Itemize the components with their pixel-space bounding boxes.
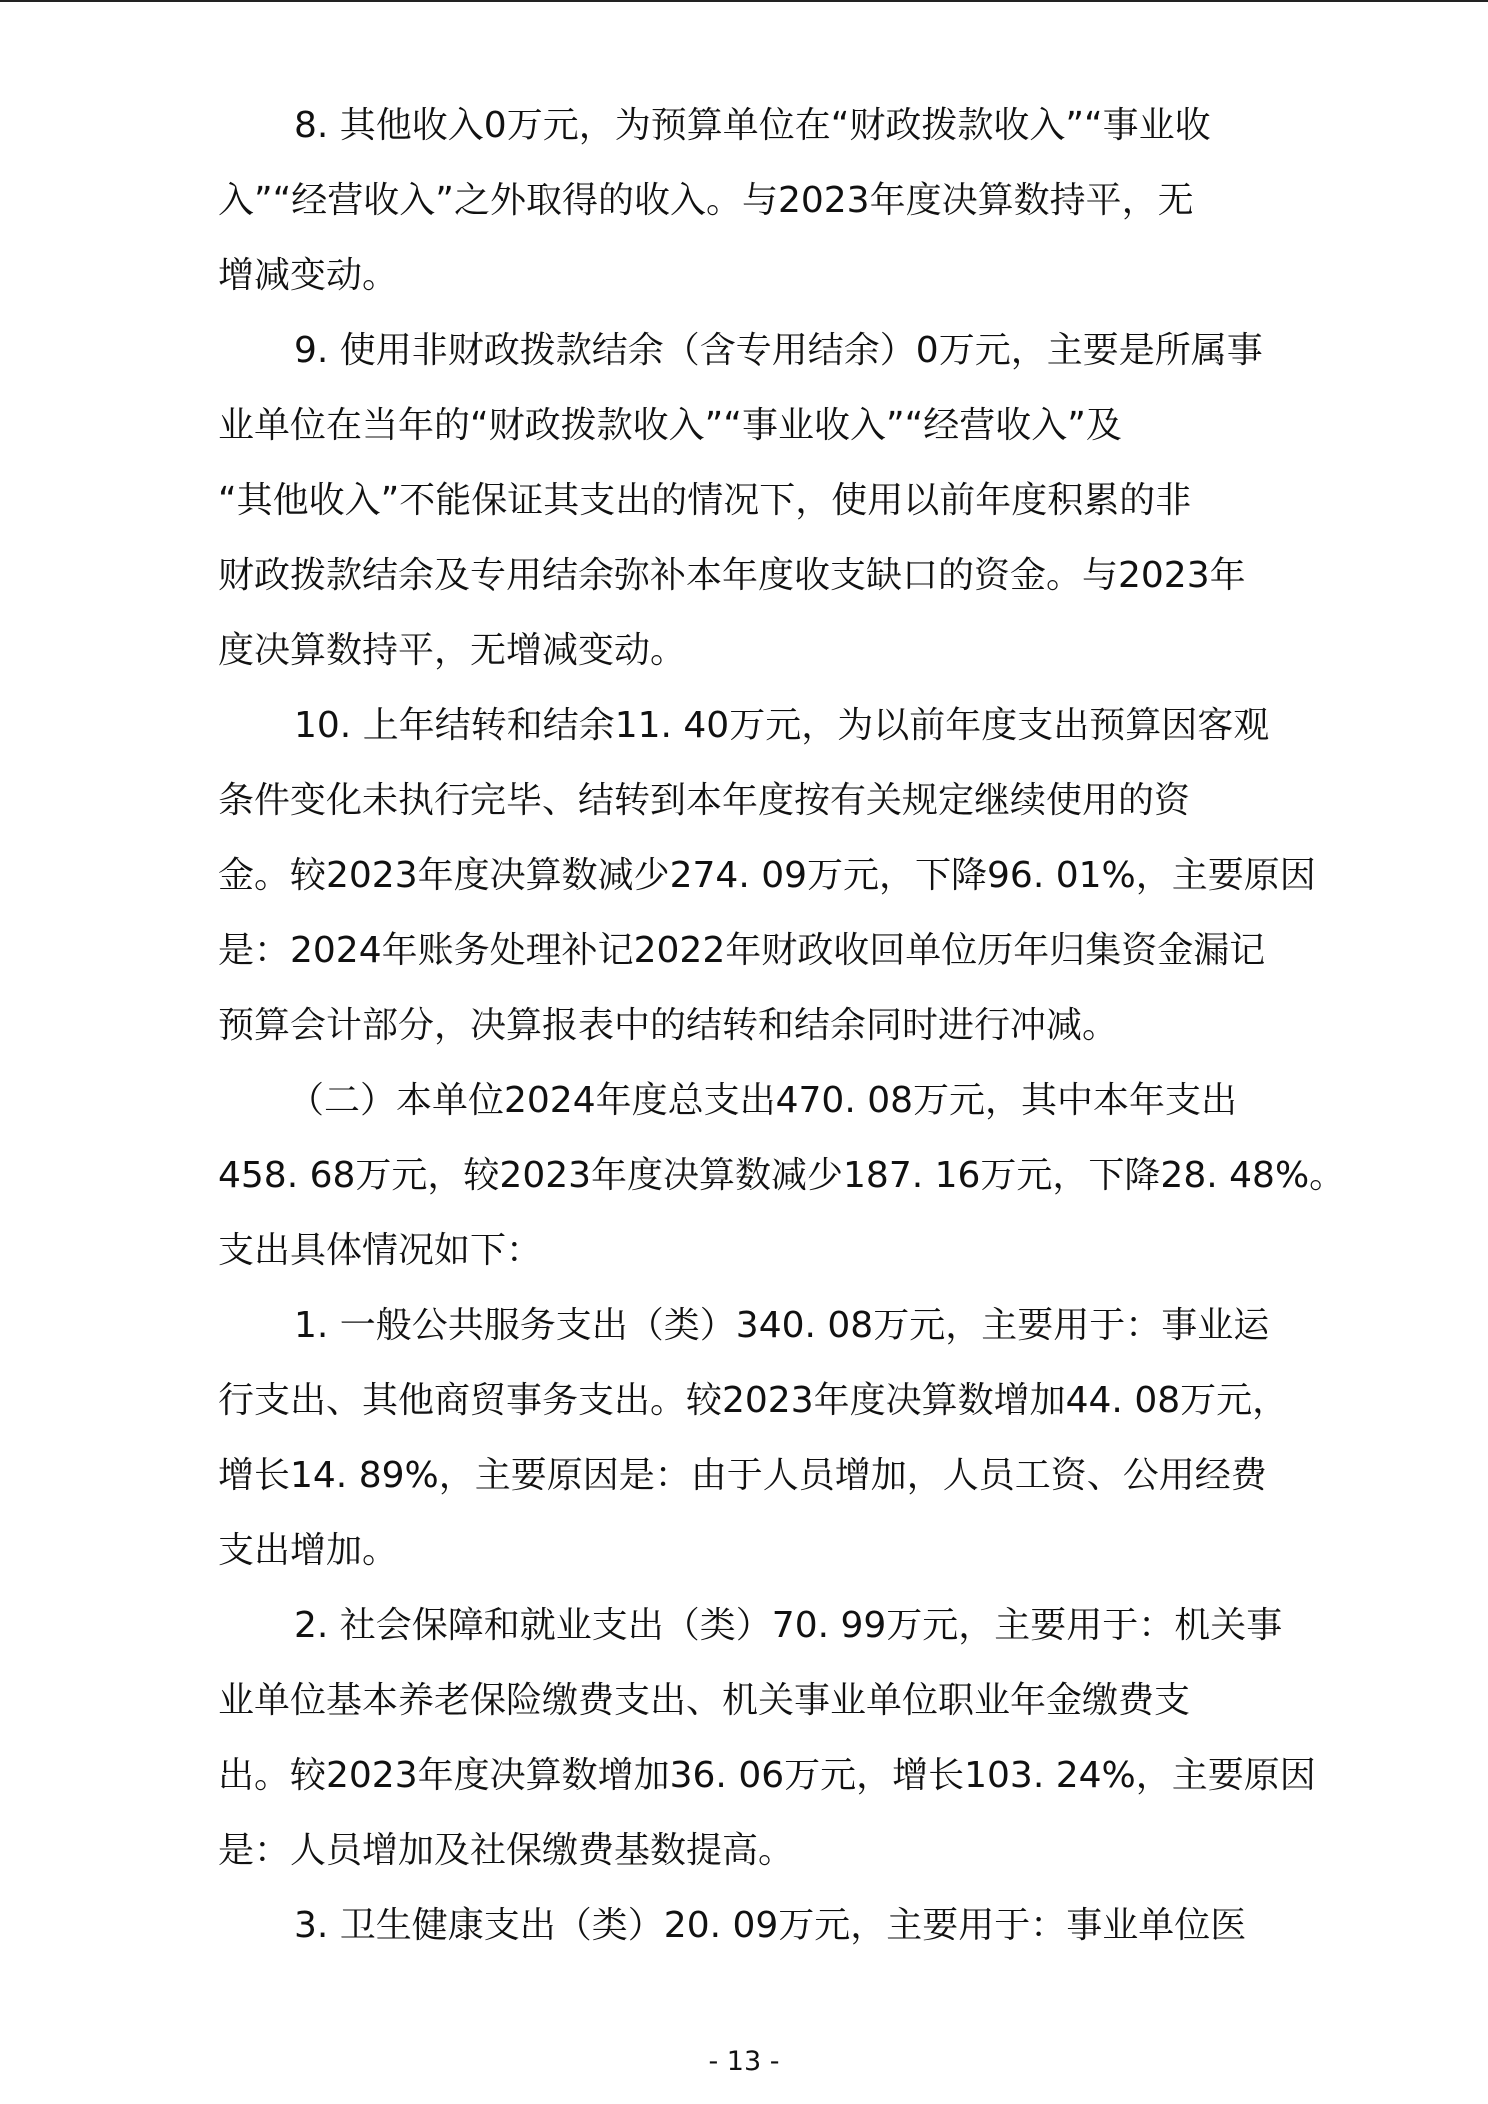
text-line: 8. 其他收入0万元，为预算单位在“财政拨款收入”“事业收 (294, 105, 1211, 146)
text-line: 财政拨款结余及专用结余弥补本年度收支缺口的资金。与2023年 (218, 555, 1246, 596)
text-line: 条件变化未执行完毕、结转到本年度按有关规定继续使用的资 (218, 780, 1191, 821)
text-line: 支出具体情况如下： (218, 1230, 543, 1271)
text-line: 1. 一般公共服务支出（类）340. 08万元，主要用于：事业运 (294, 1305, 1270, 1346)
paragraph-social-security-expenditure (218, 1588, 1316, 1888)
text-line: 出。较2023年度决算数增加36. 06万元，增长103. 24%，主要原因 (218, 1755, 1316, 1796)
paragraph-prior-year-carryover (218, 688, 1316, 1063)
text-line: 3. 卫生健康支出（类）20. 09万元，主要用于：事业单位医 (294, 1905, 1247, 1946)
top-border-line (0, 0, 1488, 2)
text-line: 行支出、其他商贸事务支出。较2023年度决算数增加44. 08万元， (218, 1380, 1289, 1421)
text-line: 10. 上年结转和结余11. 40万元，为以前年度支出预算因客观 (294, 705, 1270, 746)
paragraph-public-service-expenditure (218, 1288, 1288, 1588)
text-line: 9. 使用非财政拨款结余（含专用结余）0万元，主要是所属事 (294, 330, 1263, 371)
text-line: 增减变动。 (218, 255, 399, 296)
text-line: 预算会计部分，决算报表中的结转和结余同时进行冲减。 (218, 1005, 1119, 1046)
text-line: 是：2024年账务处理补记2022年财政收回单位历年归集资金漏记 (218, 930, 1266, 971)
text-line: 度决算数持平，无增减变动。 (218, 630, 687, 671)
text-line: 业单位基本养老保险缴费支出、机关事业单位职业年金缴费支 (218, 1680, 1191, 1721)
document-body (218, 88, 1346, 1963)
paragraph-health-expenditure (218, 1888, 1288, 1963)
text-line: 增长14. 89%，主要原因是：由于人员增加，人员工资、公用经费 (218, 1455, 1267, 1496)
text-line: 入”“经营收入”之外取得的收入。与2023年度决算数持平，无 (218, 180, 1194, 221)
page-number: - 13 - (708, 2046, 780, 2077)
text-line: 支出增加。 (218, 1530, 399, 1571)
text-line: 业单位在当年的“财政拨款收入”“事业收入”“经营收入”及 (218, 405, 1122, 446)
text-line: 458. 68万元，较2023年度决算数减少187. 16万元，下降28. 48%。 (218, 1155, 1346, 1196)
text-line: “其他收入”不能保证其支出的情况下，使用以前年度积累的非 (218, 480, 1192, 521)
paragraph-non-fiscal-balance (218, 313, 1288, 688)
paragraph-other-income (218, 88, 1288, 313)
text-line: 金。较2023年度决算数减少274. 09万元，下降96. 01%，主要原因 (218, 855, 1316, 896)
text-line: 2. 社会保障和就业支出（类）70. 99万元，主要用于：机关事 (294, 1605, 1283, 1646)
text-line: （二）本单位2024年度总支出470. 08万元，其中本年支出 (288, 1080, 1238, 1121)
paragraph-total-expenditure (218, 1063, 1346, 1288)
text-line: 是：人员增加及社保缴费基数提高。 (218, 1830, 795, 1871)
